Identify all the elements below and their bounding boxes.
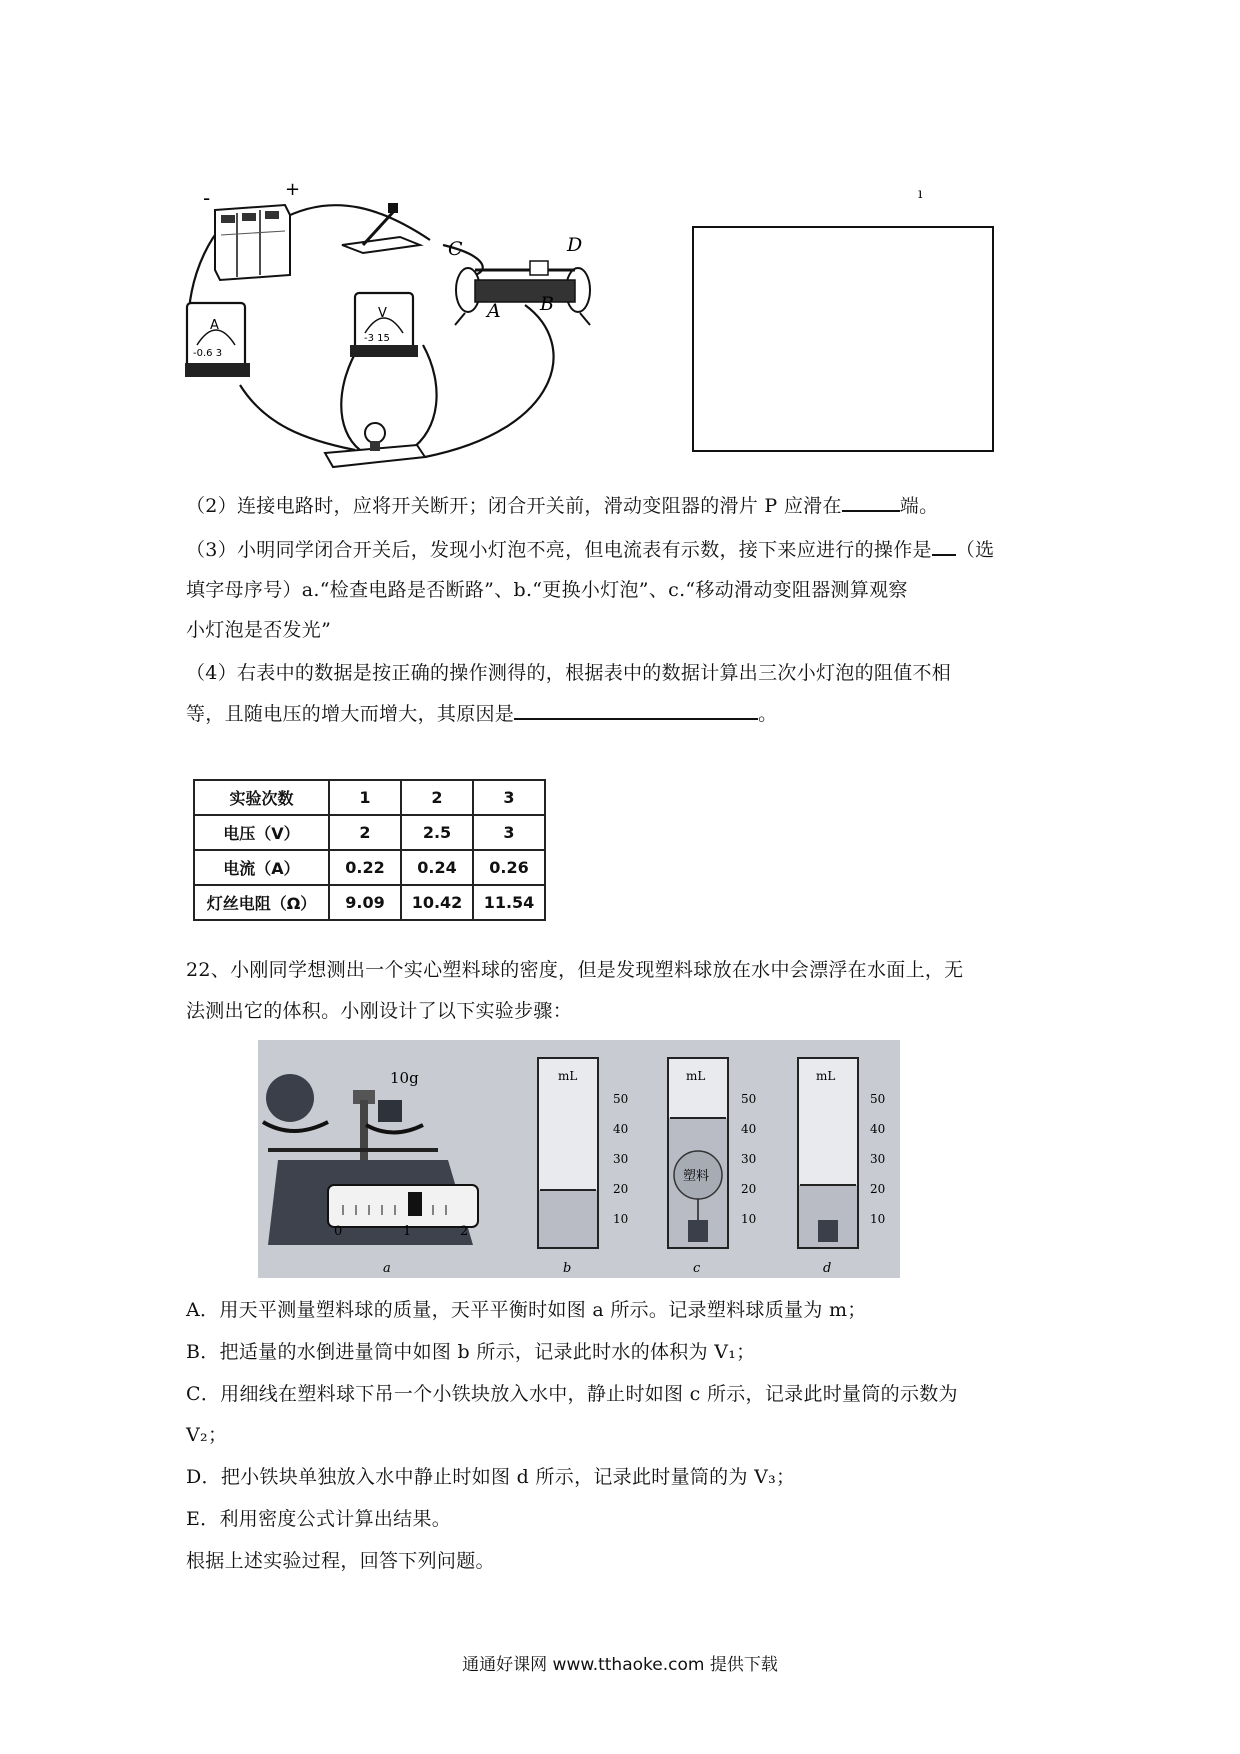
cylinder-c-tick: 40 [741, 1122, 757, 1136]
battery-plus-label: + [285, 179, 301, 200]
cylinder-b-unit: mL [558, 1069, 578, 1083]
measurement-table [193, 779, 546, 921]
caption-a: a [383, 1261, 391, 1276]
step-e: E．利用密度公式计算出结果。 [186, 1508, 452, 1530]
table-row [194, 885, 545, 920]
question-3-line1: （3）小明同学闭合开关后，发现小灯泡不亮，但电流表有示数，接下来应进行的操作是 （选 [186, 536, 994, 563]
cylinder-d-tick: 20 [870, 1182, 886, 1196]
voltmeter-scale: -3 15 [364, 333, 390, 344]
table-cell: 3 [473, 780, 545, 815]
table-cell: 0.22 [329, 850, 401, 885]
cylinder-d-tick: 50 [870, 1092, 886, 1106]
cylinder-c-tick: 50 [741, 1092, 757, 1106]
table-cell: 2.5 [401, 815, 473, 850]
ammeter-scale: -0.6 3 [193, 348, 223, 359]
step-c-line1: C．用细线在塑料球下吊一个小铁块放入水中，静止时如图 c 所示，记录此时量筒的示数为 [186, 1383, 958, 1405]
table-cell: 11.54 [473, 885, 545, 920]
answer-blank-q3[interactable] [932, 536, 956, 556]
cylinder-c-icon [668, 1058, 728, 1248]
question-4-line1: （4）右表中的数据是按正确的操作测得的，根据表中的数据计算出三次小灯泡的阻值不相 [186, 662, 952, 684]
wire-ammeter-lamp [240, 385, 355, 450]
battery-minus-label: - [203, 186, 211, 210]
table-cell: 实验次数 [194, 780, 329, 815]
circuit-diagram [185, 179, 725, 500]
page-footer: 通通好课网 www.tthaoke.com 提供下载 [462, 1655, 778, 1675]
question-4-line2: 等，且随电压的增大而增大，其原因是 。 [186, 700, 777, 727]
table-row [194, 780, 545, 815]
caption-b: b [563, 1261, 572, 1276]
step-b: B．把适量的水倒进量筒中如图 b 所示，记录此时水的体积为 V₁； [186, 1341, 756, 1363]
question-2: （2）连接电路时，应将开关断开；闭合开关前，滑动变阻器的滑片 P 应滑在 端。 [186, 492, 938, 519]
voltmeter-symbol: V [378, 306, 387, 321]
cylinder-d-tick: 40 [870, 1122, 886, 1136]
cylinder-d-icon [798, 1058, 858, 1248]
cylinder-c-tick: 20 [741, 1182, 757, 1196]
table-cell: 2 [329, 815, 401, 850]
experiment-photo [258, 1040, 900, 1278]
closing-instruction: 根据上述实验过程，回答下列问题。 [186, 1550, 495, 1572]
wire-battery-switch [280, 205, 430, 240]
cylinder-d-tick: 10 [870, 1212, 886, 1226]
ammeter-icon [185, 303, 250, 377]
cylinder-b-tick: 10 [613, 1212, 629, 1226]
rheostat-icon [455, 261, 590, 325]
question-3-line2: 填字母序号）a.“检查电路是否断路”、b.“更换小灯泡”、c.“移动滑动变阻器测算观察 [186, 579, 908, 601]
cylinder-b-tick: 20 [613, 1182, 629, 1196]
cylinder-c-tick: 30 [741, 1152, 757, 1166]
cylinder-b-icon [538, 1058, 598, 1248]
tick-mark: ı [918, 186, 923, 202]
question-22-line1: 22、小刚同学想测出一个实心塑料球的密度，但是发现塑料球放在水中会漂浮在水面上，无 [186, 959, 964, 981]
answer-blank-q2[interactable] [842, 492, 900, 512]
rheostat-label-d: D [567, 234, 583, 256]
battery-icon [215, 205, 290, 280]
cylinder-b-tick: 50 [613, 1092, 629, 1106]
step-d: D．把小铁块单独放入水中静止时如图 d 所示，记录此时量筒的为 V₃； [186, 1466, 796, 1488]
table-cell: 1 [329, 780, 401, 815]
question-22-line2: 法测出它的体积。小刚设计了以下实验步骤： [186, 1000, 573, 1022]
balance-scale-1: 1 [403, 1224, 412, 1239]
cylinder-d-tick: 30 [870, 1152, 886, 1166]
table-cell: 9.09 [329, 885, 401, 920]
table-cell: 2 [401, 780, 473, 815]
table-cell: 0.24 [401, 850, 473, 885]
rheostat-label-c: C [448, 238, 463, 260]
answer-blank-q4[interactable] [514, 700, 758, 720]
step-a: A．用天平测量塑料球的质量，天平平衡时如图 a 所示。记录塑料球质量为 m； [186, 1299, 867, 1321]
cylinder-b-tick: 40 [613, 1122, 629, 1136]
question-3-line3: 小灯泡是否发光” [186, 619, 332, 641]
rheostat-label-a: A [487, 300, 501, 322]
balance-scale-0: 0 [334, 1224, 343, 1239]
ammeter-symbol: A [210, 318, 219, 333]
table-row [194, 815, 545, 850]
wire-rheostat-lamp [425, 305, 554, 457]
wire-voltmeter-lamp-right [410, 345, 437, 450]
table-cell: 10.42 [401, 885, 473, 920]
table-cell: 3 [473, 815, 545, 850]
wire-voltmeter-lamp-left [341, 345, 360, 450]
step-c-line2: V₂； [186, 1424, 228, 1446]
balance-scale-2: 2 [460, 1224, 469, 1239]
table-cell: 电压（V） [194, 815, 329, 850]
cylinder-c-unit: mL [686, 1069, 706, 1083]
caption-c: c [693, 1261, 701, 1276]
table-cell: 灯丝电阻（Ω） [194, 885, 329, 920]
voltmeter-icon [350, 293, 418, 357]
plastic-ball-label: 塑料 [683, 1169, 710, 1184]
rheostat-label-b: B [540, 293, 554, 315]
weight-label: 10g [390, 1069, 419, 1087]
table-row [194, 850, 545, 885]
table-cell: 0.26 [473, 850, 545, 885]
cylinder-d-unit: mL [816, 1069, 836, 1083]
table-cell: 电流（A） [194, 850, 329, 885]
circuit-answer-box [692, 226, 994, 452]
cylinder-b-tick: 30 [613, 1152, 629, 1166]
lamp-icon [325, 423, 425, 467]
caption-d: d [823, 1261, 832, 1276]
cylinder-c-tick: 10 [741, 1212, 757, 1226]
